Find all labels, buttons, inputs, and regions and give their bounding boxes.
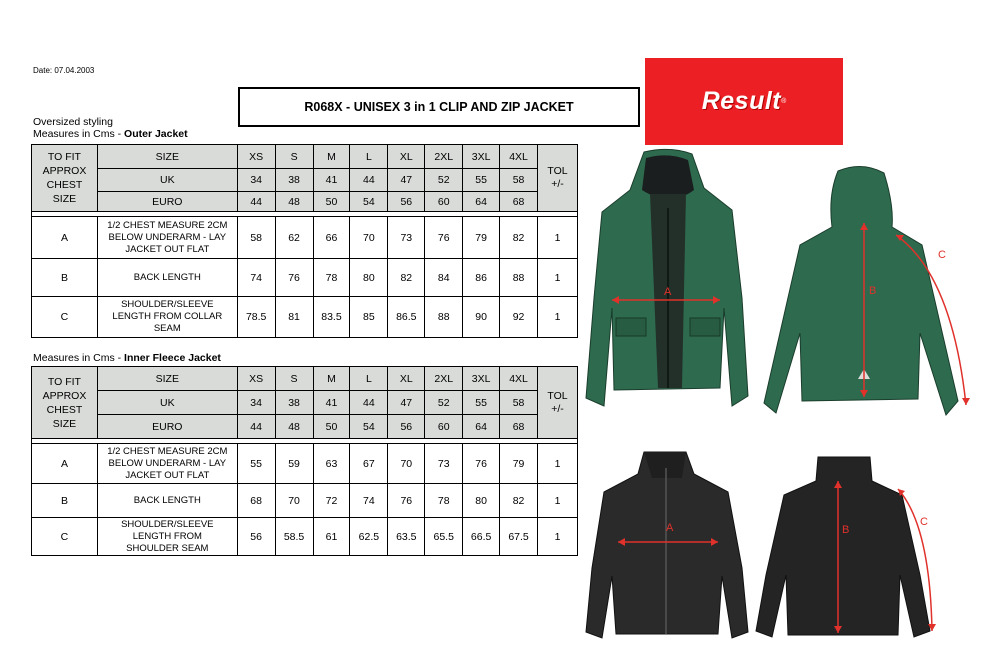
value-cell: 79 — [463, 217, 500, 259]
size-cell: XL — [388, 145, 425, 169]
euro-cell: 50 — [313, 415, 350, 439]
row-code: B — [32, 484, 98, 518]
euro-cell: 50 — [313, 192, 350, 212]
value-cell: 67.5 — [500, 518, 538, 556]
value-cell: 76 — [388, 484, 425, 518]
label-a: A — [664, 286, 672, 298]
value-cell: 63 — [313, 444, 350, 484]
value-cell: 82 — [500, 484, 538, 518]
euro-cell: 64 — [463, 192, 500, 212]
row-description — [97, 518, 237, 556]
uk-cell: 55 — [463, 391, 500, 415]
uk-cell: 34 — [237, 391, 275, 415]
euro-cell: 56 — [388, 192, 425, 212]
value-cell: 82 — [388, 259, 425, 297]
inner-caption — [33, 352, 221, 364]
fleece-back-image — [752, 455, 947, 643]
size-header: SIZE — [97, 367, 237, 391]
fit-line: TO FIT — [47, 151, 81, 163]
desc-line: BACK LENGTH — [133, 494, 201, 506]
row-description — [97, 297, 237, 338]
value-cell: 72 — [313, 484, 350, 518]
table-row — [32, 259, 578, 297]
desc-line: BELOW UNDERARM - LAY — [108, 231, 227, 243]
euro-cell: 44 — [237, 192, 275, 212]
value-cell: 63.5 — [388, 518, 425, 556]
value-cell: 68 — [237, 484, 275, 518]
size-cell: 4XL — [500, 367, 538, 391]
value-cell: 66 — [313, 217, 350, 259]
tol-label — [538, 367, 578, 439]
euro-cell: 54 — [350, 192, 388, 212]
value-cell: 73 — [425, 444, 463, 484]
size-cell: 3XL — [463, 145, 500, 169]
registered-icon: ® — [781, 98, 787, 105]
value-cell: 70 — [350, 217, 388, 259]
row-code: B — [32, 259, 98, 297]
label-c: C — [938, 249, 946, 261]
desc-line: SHOULDER/SLEEVE — [121, 518, 214, 530]
size-cell: 4XL — [500, 145, 538, 169]
styling-note: Oversized styling — [33, 116, 113, 128]
value-cell: 66.5 — [463, 518, 500, 556]
euro-cell: 60 — [425, 192, 463, 212]
uk-header: UK — [97, 169, 237, 192]
euro-cell: 68 — [500, 415, 538, 439]
desc-line: LENGTH FROM — [132, 530, 202, 542]
fit-line: APPROX — [42, 165, 87, 177]
value-cell: 78 — [313, 259, 350, 297]
outer-caption-bold: Outer Jacket — [124, 128, 188, 140]
row-code: C — [32, 518, 98, 556]
desc-line: 1/2 CHEST MEASURE 2CM — [107, 219, 228, 231]
uk-header: UK — [97, 391, 237, 415]
tol-cell: 1 — [538, 444, 578, 484]
table-row — [32, 217, 578, 259]
value-cell: 58.5 — [275, 518, 313, 556]
value-cell: 84 — [425, 259, 463, 297]
value-cell: 76 — [425, 217, 463, 259]
value-cell: 79 — [500, 444, 538, 484]
tol-cell: 1 — [538, 259, 578, 297]
tol-line: TOL — [547, 389, 568, 402]
size-cell: S — [275, 367, 313, 391]
euro-header: EURO — [97, 415, 237, 439]
uk-cell: 47 — [388, 391, 425, 415]
result-logo — [645, 58, 843, 145]
desc-line: 1/2 CHEST MEASURE 2CM — [107, 445, 228, 457]
tol-label — [538, 145, 578, 212]
euro-cell: 48 — [275, 192, 313, 212]
outer-jacket-back-image — [762, 165, 977, 423]
size-cell: M — [313, 145, 350, 169]
fit-line: APPROX — [42, 389, 87, 402]
table-row — [32, 444, 578, 484]
row-code: A — [32, 217, 98, 259]
value-cell: 81 — [275, 297, 313, 338]
table-row — [32, 297, 578, 338]
desc-line: JACKET OUT FLAT — [125, 469, 210, 481]
euro-cell: 48 — [275, 415, 313, 439]
fleece-front-image — [582, 448, 752, 643]
table-row — [32, 518, 578, 556]
row-description — [97, 444, 237, 484]
outer-caption-prefix: Measures in Cms - — [33, 128, 125, 140]
uk-cell: 58 — [500, 169, 538, 192]
tol-line: +/- — [551, 178, 564, 190]
row-code: A — [32, 444, 98, 484]
euro-cell: 68 — [500, 192, 538, 212]
desc-line: SHOULDER/SLEEVE — [121, 299, 214, 310]
label-b: B — [842, 524, 850, 536]
euro-cell: 54 — [350, 415, 388, 439]
value-cell: 70 — [275, 484, 313, 518]
row-code: C — [32, 297, 98, 338]
fit-label — [32, 367, 98, 439]
value-cell: 90 — [463, 297, 500, 338]
date-label: Date: 07.04.2003 — [33, 66, 95, 75]
uk-cell: 47 — [388, 169, 425, 192]
uk-cell: 52 — [425, 169, 463, 192]
size-cell: XS — [237, 367, 275, 391]
desc-line: BACK LENGTH — [133, 271, 201, 283]
uk-cell: 38 — [275, 169, 313, 192]
value-cell: 76 — [463, 444, 500, 484]
inner-caption-prefix: Measures in Cms - — [33, 352, 125, 364]
label-c: C — [920, 516, 928, 528]
size-cell: S — [275, 145, 313, 169]
uk-cell: 44 — [350, 391, 388, 415]
value-cell: 61 — [313, 518, 350, 556]
uk-cell: 41 — [313, 169, 350, 192]
size-cell: L — [350, 367, 388, 391]
value-cell: 74 — [237, 259, 275, 297]
value-cell: 58 — [237, 217, 275, 259]
value-cell: 80 — [463, 484, 500, 518]
value-cell: 88 — [500, 259, 538, 297]
size-cell: XL — [388, 367, 425, 391]
value-cell: 88 — [425, 297, 463, 338]
euro-cell: 44 — [237, 415, 275, 439]
value-cell: 82 — [500, 217, 538, 259]
value-cell: 62.5 — [350, 518, 388, 556]
desc-line: SEAM — [153, 323, 181, 334]
uk-cell: 52 — [425, 391, 463, 415]
uk-cell: 41 — [313, 391, 350, 415]
table-row — [32, 484, 578, 518]
row-description — [97, 217, 237, 259]
euro-cell: 56 — [388, 415, 425, 439]
value-cell: 73 — [388, 217, 425, 259]
product-title: R068X - UNISEX 3 in 1 CLIP AND ZIP JACKET — [238, 87, 640, 127]
tol-cell: 1 — [538, 518, 578, 556]
outer-size-table — [31, 144, 578, 338]
uk-cell: 58 — [500, 391, 538, 415]
value-cell: 67 — [350, 444, 388, 484]
inner-size-table — [31, 366, 578, 556]
uk-cell: 55 — [463, 169, 500, 192]
value-cell: 83.5 — [313, 297, 350, 338]
value-cell: 86.5 — [388, 297, 425, 338]
value-cell: 78 — [425, 484, 463, 518]
value-cell: 80 — [350, 259, 388, 297]
desc-line: SHOULDER SEAM — [126, 542, 209, 554]
euro-cell: 60 — [425, 415, 463, 439]
size-cell: 2XL — [425, 367, 463, 391]
size-cell: 2XL — [425, 145, 463, 169]
size-cell: 3XL — [463, 367, 500, 391]
tol-line: +/- — [551, 402, 564, 415]
uk-cell: 38 — [275, 391, 313, 415]
size-cell: L — [350, 145, 388, 169]
value-cell: 92 — [500, 297, 538, 338]
fit-line: SIZE — [52, 193, 77, 205]
value-cell: 85 — [350, 297, 388, 338]
inner-caption-bold: Inner Fleece Jacket — [124, 352, 221, 364]
fit-line: TO FIT — [47, 375, 81, 388]
label-a: A — [666, 522, 674, 534]
value-cell: 55 — [237, 444, 275, 484]
desc-line: BELOW UNDERARM - LAY — [108, 457, 227, 469]
value-cell: 78.5 — [237, 297, 275, 338]
uk-cell: 44 — [350, 169, 388, 192]
fit-line: CHEST — [46, 403, 83, 416]
size-cell: XS — [237, 145, 275, 169]
value-cell: 76 — [275, 259, 313, 297]
outer-caption — [33, 128, 188, 140]
brand-name: Result — [701, 87, 782, 115]
outer-jacket-front-image — [582, 148, 752, 423]
value-cell: 56 — [237, 518, 275, 556]
label-b: B — [869, 285, 877, 297]
size-header: SIZE — [97, 145, 237, 169]
tol-cell: 1 — [538, 297, 578, 338]
euro-header: EURO — [97, 192, 237, 212]
euro-cell: 64 — [463, 415, 500, 439]
desc-line: JACKET OUT FLAT — [125, 243, 210, 255]
value-cell: 65.5 — [425, 518, 463, 556]
value-cell: 59 — [275, 444, 313, 484]
size-cell: M — [313, 367, 350, 391]
value-cell: 86 — [463, 259, 500, 297]
tol-cell: 1 — [538, 484, 578, 518]
row-description — [97, 484, 237, 518]
fit-label — [32, 145, 98, 212]
row-description — [97, 259, 237, 297]
value-cell: 70 — [388, 444, 425, 484]
desc-line: LENGTH FROM COLLAR — [112, 311, 223, 322]
fit-line: SIZE — [52, 417, 77, 430]
fit-line: CHEST — [46, 179, 83, 191]
tol-cell: 1 — [538, 217, 578, 259]
value-cell: 62 — [275, 217, 313, 259]
uk-cell: 34 — [237, 169, 275, 192]
value-cell: 74 — [350, 484, 388, 518]
tol-line: TOL — [547, 165, 568, 177]
